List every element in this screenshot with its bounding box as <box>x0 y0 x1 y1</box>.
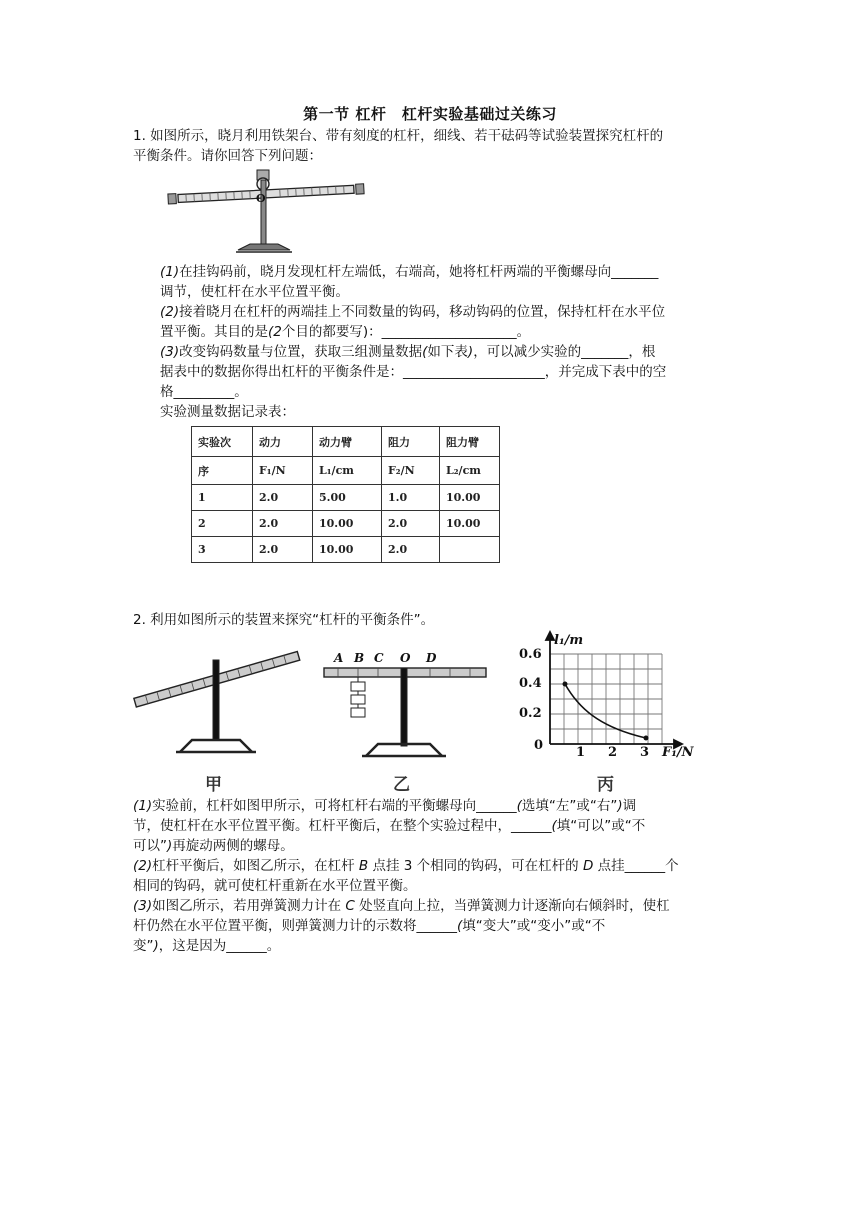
q1-part3-d: ) <box>467 344 474 360</box>
measurement-table <box>191 426 500 563</box>
table-cell: 2.0 <box>253 537 313 563</box>
table-cell: 2.0 <box>253 485 313 511</box>
point-b-label: B <box>354 651 365 665</box>
data-point <box>644 736 649 741</box>
lever-stand-figure <box>160 166 370 256</box>
q1-part3-a: 改变钩码数量与位置，获取三组测量数据 <box>179 344 423 360</box>
table-cell: 10.00 <box>313 537 382 563</box>
table-cell-blank <box>440 537 500 563</box>
y-tick-label: 0 <box>534 738 544 753</box>
q2-part3-cont-b: ( <box>457 918 463 934</box>
table-header-row <box>192 457 500 485</box>
q1-part2-cont-b: (2 <box>268 324 282 340</box>
q2-part3-cont2-b: ) <box>153 938 159 954</box>
table-cell: 2 <box>192 511 253 537</box>
table-cell: 3 <box>192 537 253 563</box>
q2-part3-b: C <box>345 898 355 914</box>
graph-grid <box>550 654 662 744</box>
q2-part1-cont2-b: ) <box>167 838 173 854</box>
point-c-label: C <box>374 651 384 665</box>
point-d-label: D <box>426 651 437 665</box>
q2-part3-a: 如图乙所示，若用弹簧测力计在 <box>152 898 346 914</box>
figure-label-bing: 丙 <box>597 775 614 795</box>
figure-bing-graph <box>518 632 698 762</box>
q2-part1 <box>133 796 636 816</box>
header-cell: F₂/N <box>382 457 440 485</box>
data-point <box>563 682 568 687</box>
q2-part3-number: (3) <box>133 898 153 914</box>
table-cell: 2.0 <box>382 537 440 563</box>
q2-part3 <box>133 896 670 916</box>
x-axis-title: F₁/N <box>662 745 694 760</box>
table-header-row <box>192 427 500 457</box>
table-row <box>192 485 500 511</box>
q1-part2-cont-e: ___。 <box>496 324 531 340</box>
y-tick-label: 0.6 <box>519 647 542 662</box>
q1-part1 <box>160 262 658 282</box>
page-title: 第一节 杠杆 杠杆实验基础过关练习 <box>303 105 557 123</box>
q1-part2-cont-d: _ <box>489 324 497 340</box>
header-cell: 序 <box>192 457 253 485</box>
q2-part1-c: 选填“左”或“右” <box>521 798 618 814</box>
q1-intro-cont: 平衡条件。请你回答下列问题： <box>133 148 322 164</box>
figure-jia-tilted-lever <box>130 640 305 755</box>
q1-part3-cont2: 格_________。 <box>160 384 248 400</box>
q2-part1-cont2-c: 再旋动两侧的螺母。 <box>172 838 294 854</box>
q2-part1-a: 实验前，杠杆如图甲所示，可将杠杆右端的平衡螺母向______ <box>152 798 517 814</box>
q1-part2-cont-c: 个目的都要写)：________________ <box>281 324 490 340</box>
q1-part2-cont-a: 置平衡。其目的是 <box>160 324 268 340</box>
header-cell: 阻力臂 <box>440 427 500 457</box>
q2-part3-cont-c: 填“变大”或“变小”或“不 <box>462 918 606 934</box>
q1-part3-number: (3) <box>160 344 180 360</box>
q2-part3-cont <box>133 916 605 936</box>
q2-part1-d: ) <box>617 798 623 814</box>
q2-part3-cont2-c: ，这是因为______。 <box>158 938 281 954</box>
q1-part2-number: (2) <box>160 304 180 320</box>
q2-part2-d: D <box>582 858 594 874</box>
q1-part1-number: (1) <box>160 264 180 280</box>
q2-part1-b: ( <box>516 798 522 814</box>
q1-part2-cont <box>160 322 530 342</box>
q2-part2-cont: 相同的钩码，就可使杠杆重新在水平位置平衡。 <box>133 878 417 894</box>
q2-part1-cont2 <box>133 836 294 856</box>
q1-part1-cont: 调节，使杠杆在水平位置平衡。 <box>160 284 349 300</box>
table-cell: 2.0 <box>253 511 313 537</box>
table-cell: 10.00 <box>313 511 382 537</box>
q2-part1-cont-c: 填“可以”或“不 <box>556 818 646 834</box>
table-cell: 2.0 <box>382 511 440 537</box>
table-caption: 实验测量数据记录表： <box>160 404 295 420</box>
header-cell: 实验次 <box>192 427 253 457</box>
q2-part1-e: 调 <box>622 798 637 814</box>
q1-part3 <box>160 342 655 362</box>
point-a-label: A <box>334 651 344 665</box>
q2-part2-b: B <box>358 858 369 874</box>
table-cell: 1.0 <box>382 485 440 511</box>
q1-part3-b: ( <box>422 344 428 360</box>
q1-intro: 1. 如图所示，晓月利用铁架台、带有刻度的杠杆，细线、若干砝码等试验装置探究杠杆的 <box>133 128 664 144</box>
q2-part2-c: 点挂 3 个相同的钩码，可在杠杆的 <box>368 858 583 874</box>
figure-label-yi: 乙 <box>393 775 410 795</box>
table-cell: 1 <box>192 485 253 511</box>
q2-part1-cont <box>133 816 645 836</box>
q2-part3-cont2 <box>133 936 280 956</box>
q2-part1-cont2-a: 可以” <box>133 838 167 854</box>
point-o-label: O <box>400 651 411 665</box>
y-tick-label: 0.4 <box>519 676 542 691</box>
q1-part1-text: 在挂钩码前，晓月发现杠杆左端低，右端高，她将杠杆两端的平衡螺母向_______ <box>179 264 659 280</box>
header-cell: 动力 <box>253 427 313 457</box>
header-cell: 动力臂 <box>313 427 382 457</box>
q1-part2-text: 接着晓月在杠杆的两端挂上不同数量的钩码，移动钩码的位置，保持杠杆在水平位 <box>179 304 666 320</box>
table-row <box>192 537 500 563</box>
y-tick-label: 0.2 <box>519 706 542 721</box>
header-cell: 阻力 <box>382 427 440 457</box>
figure-label-jia: 甲 <box>205 775 222 795</box>
table-cell: 10.00 <box>440 511 500 537</box>
header-cell: F₁/N <box>253 457 313 485</box>
header-cell: L₂/cm <box>440 457 500 485</box>
y-axis-title: l₁/m <box>554 633 584 648</box>
header-cell: L₁/cm <box>313 457 382 485</box>
q1-part3-c: 如下表 <box>427 344 468 360</box>
q2-intro: 2. 利用如图所示的装置来探究“杠杆的平衡条件”。 <box>133 612 435 628</box>
pivot-label-o: O <box>256 192 266 205</box>
y-axis-arrow <box>546 632 554 640</box>
q1-part3-cont: 据表中的数据你得出杠杆的平衡条件是：_____________________，并完成下表中的空 <box>160 364 667 380</box>
table-row <box>192 511 500 537</box>
q2-part2-a: 杠杆平衡后，如图乙所示，在杠杆 <box>152 858 359 874</box>
table-cell: 10.00 <box>440 485 500 511</box>
table-cell: 5.00 <box>313 485 382 511</box>
q2-part1-number: (1) <box>133 798 153 814</box>
x-tick-label: 3 <box>640 745 650 760</box>
q2-part3-c: 处竖直向上拉，当弹簧测力计逐渐向右倾斜时，使杠 <box>354 898 670 914</box>
q1-part2 <box>160 302 665 322</box>
x-tick-label: 1 <box>576 745 586 760</box>
x-tick-label: 2 <box>608 745 618 760</box>
q2-part3-cont-a: 杆仍然在水平位置平衡，则弹簧测力计的示数将______ <box>133 918 457 934</box>
q2-part1-cont-b: ( <box>551 818 557 834</box>
figure-yi-lever-with-weights <box>318 648 493 758</box>
q2-part2-e: 点挂______个 <box>593 858 679 874</box>
q2-part3-cont2-a: 变” <box>133 938 154 954</box>
q2-part2-number: (2) <box>133 858 153 874</box>
q2-part1-cont-a: 节，使杠杆在水平位置平衡。杠杆平衡后，在整个实验过程中，______ <box>133 818 552 834</box>
q2-part2 <box>133 856 679 876</box>
q1-part3-e: ，可以减少实验的_______，根 <box>473 344 656 360</box>
